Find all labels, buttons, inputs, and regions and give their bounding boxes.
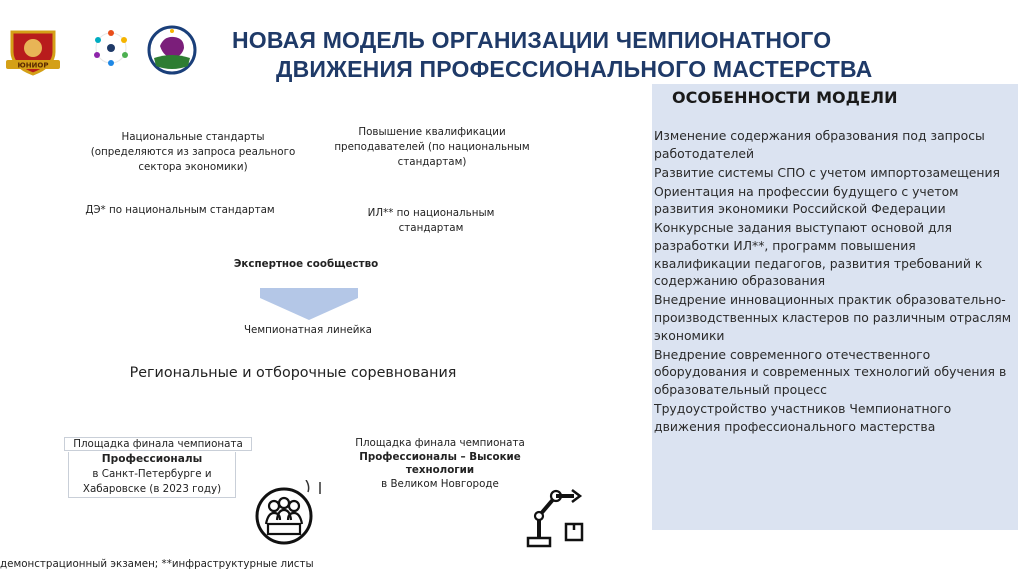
expert-community-label: Экспертное сообщество	[233, 258, 379, 270]
feature-item: Внедрение инновационных практик образовательно-производственных кластеров по различным отраслям экономики	[654, 292, 1012, 343]
regional-competitions-text: Региональные и отборочные соревнования	[129, 365, 457, 381]
feature-item: Ориентация на профессии будущего с учетом развития экономики Российской Федерации	[654, 183, 959, 217]
feature-item: Внедрение современного отечественного оборудования и современных технологий обучения в образовательный процесс	[654, 346, 1007, 397]
venue2-block	[346, 436, 534, 492]
venue1-place: в Санкт-Петербурге и Хабаровске (в 2023 году)	[82, 468, 222, 495]
venue1-name: Профессионалы	[101, 453, 203, 465]
venue1-box	[68, 452, 236, 498]
team-icon	[254, 480, 322, 546]
venue2-name: Профессионалы – Высокие технологии	[359, 451, 521, 476]
region-emblem-icon	[146, 22, 198, 78]
venue2-place: в Великом Новгороде	[381, 478, 499, 490]
venue1-heading: Площадка финала чемпионата	[64, 437, 252, 451]
professionals-logo-icon	[86, 22, 136, 78]
de-standards-text: ДЭ* по национальным стандартам	[85, 204, 275, 216]
model-features-panel	[652, 84, 1018, 530]
championship-line-text: Чемпионатная линейка	[244, 324, 372, 336]
il-standards-text: ИЛ** по национальным стандартам	[367, 207, 495, 234]
features-list	[654, 127, 1016, 437]
feature-item: Конкурсные задания выступают основой для разработки ИЛ**, программ повышения квалификации педагогов, развития требований к содержанию образования	[654, 220, 983, 289]
panel-heading: ОСОБЕННОСТИ МОДЕЛИ	[672, 88, 898, 107]
crest-logo-icon	[4, 26, 62, 76]
feature-item: Трудоустройство участников Чемпионатного движения профессионального мастерства	[654, 400, 952, 434]
venue2-heading: Площадка финала чемпионата	[355, 437, 525, 449]
teacher-training-text: Повышение квалификации преподавателей (по национальным стандартам)	[334, 126, 530, 168]
down-arrow-icon	[260, 288, 358, 320]
national-standards-text: Национальные стандарты (определяются из запроса реального сектора экономики)	[90, 131, 296, 173]
page-title-line1: НОВАЯ МОДЕЛЬ ОРГАНИЗАЦИИ ЧЕМПИОНАТНОГО	[232, 27, 832, 53]
feature-item: Развитие системы СПО с учетом импортозамещения	[654, 164, 1000, 180]
page-title-line2: ДВИЖЕНИЯ ПРОФЕССИОНАЛЬНОГО МАСТЕРСТВА	[276, 56, 873, 82]
footnote: демонстрационный экзамен; **инфраструктурные листы	[0, 558, 314, 570]
robot-arm-icon	[524, 486, 588, 548]
left-logo-text: ЮНИОР	[17, 61, 49, 70]
feature-item: Изменение содержания образования под запросы работодателей	[654, 128, 985, 161]
